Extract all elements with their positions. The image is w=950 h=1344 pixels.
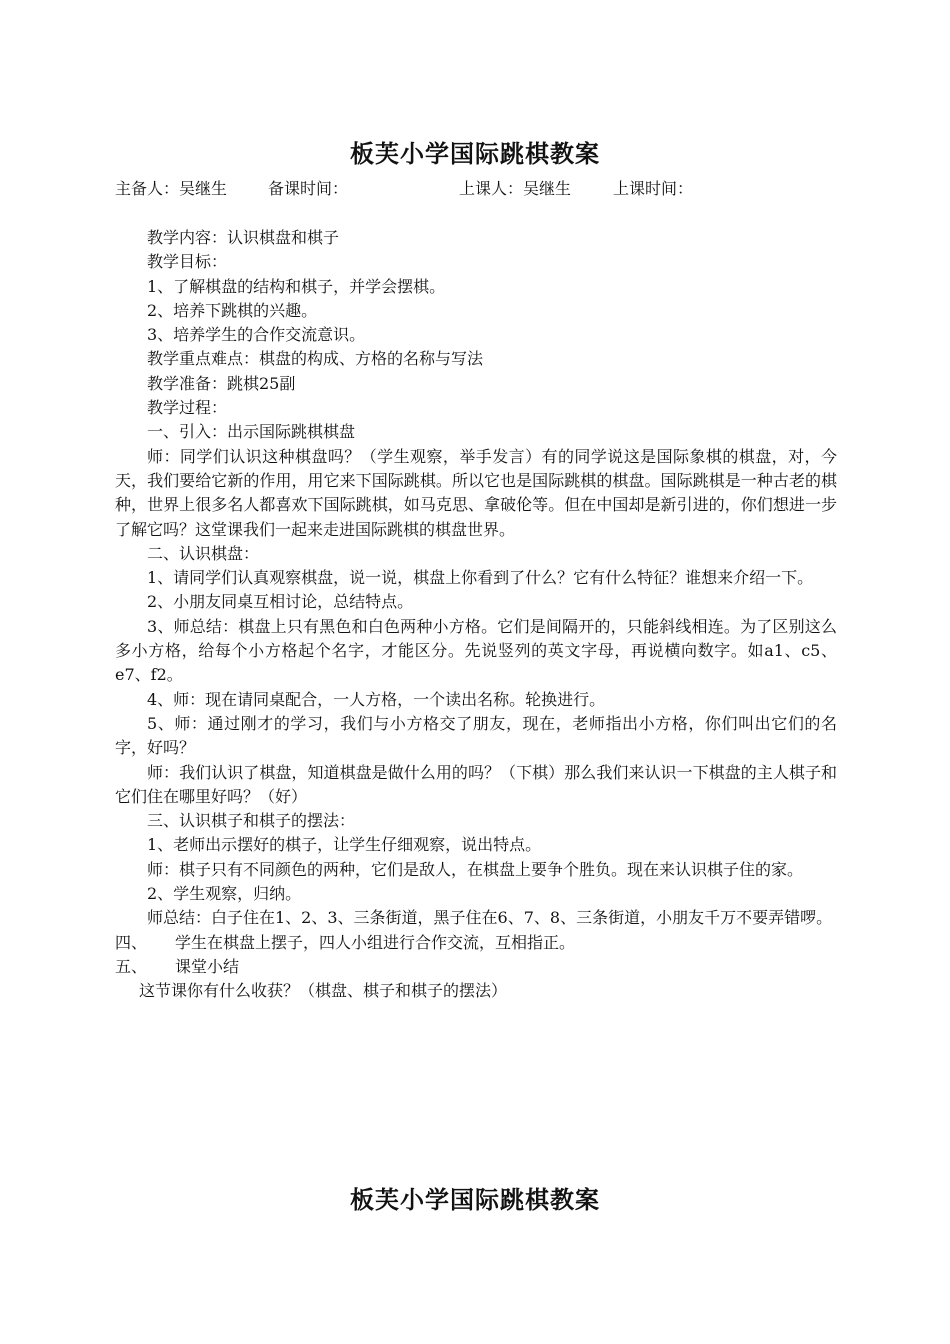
goal-item: 2、培养下跳棋的兴趣。 xyxy=(147,300,318,320)
paragraph: 师：我们认识了棋盘，知道棋盘是做什么用的吗？（下棋）那么我们来认识一下棋盘的主人棋子和它们住在哪里好吗？（好） xyxy=(115,762,837,806)
section-five xyxy=(115,955,837,979)
prep-time-label: 备课时间： xyxy=(268,179,349,198)
section-text: 课堂小结 xyxy=(175,956,240,976)
goal-item: 3、培养学生的合作交流意识。 xyxy=(147,325,366,345)
key-points: 教学重点难点：棋盘的构成、方格的名称与写法 xyxy=(147,349,484,369)
paragraph: 师：同学们认识这种棋盘吗？（学生观察，举手发言）有的同学说这是国际象棋的棋盘，对，今天，我们要给它新的作用，用它来下国际跳棋。所以它也是国际跳棋的棋盘。国际跳棋是一种古老的棋种，世界上很多名人都喜欢下国际跳棋，如马克思、拿破伦等。但在中国却是新引进的，你们想进一步了解它吗？这堂课我们一起来走进国际跳棋的棋盘世界。 xyxy=(115,446,837,539)
section-four xyxy=(115,931,837,955)
teaching-goals-heading: 教学目标： xyxy=(147,252,228,272)
class-time-label: 上课时间： xyxy=(613,179,694,198)
paragraph: 1、老师出示摆好的棋子，让学生仔细观察，说出特点。 xyxy=(147,835,542,855)
paragraph: 2、小朋友同桌互相讨论，总结特点。 xyxy=(147,592,414,612)
summary-question: 这节课你有什么收获？（棋盘、棋子和棋子的摆法） xyxy=(139,981,508,1001)
section-number: 四、 xyxy=(115,932,148,952)
teacher-label: 上课人：吴继生 xyxy=(459,179,572,198)
page-title: 板芙小学国际跳棋教案 xyxy=(350,139,600,168)
section-heading: 一、引入：出示国际跳棋棋盘 xyxy=(147,422,356,442)
section-heading: 三、认识棋子和棋子的摆法： xyxy=(147,811,356,831)
paragraph: 师总结：白子住在1、2、3、三条街道，黑子住在6、7、8、三条街道，小朋友千万不要弄错啰。 xyxy=(147,908,833,928)
section-number: 五、 xyxy=(115,956,148,976)
preparation: 教学准备：跳棋25副 xyxy=(147,373,296,393)
paragraph: 4、师：现在请同桌配合，一人方格，一个读出名称。轮换进行。 xyxy=(147,689,606,709)
lesson-body xyxy=(115,226,837,1004)
section-text: 学生在棋盘上摆子，四人小组进行合作交流，互相指正。 xyxy=(175,932,576,952)
paragraph: 1、请同学们认真观察棋盘，说一说，棋盘上你看到了什么？它有什么特征？谁想来介绍一下。 xyxy=(147,568,814,588)
goal-item: 1、了解棋盘的结构和棋子，并学会摆棋。 xyxy=(147,276,446,296)
paragraph: 师：棋子只有不同颜色的两种，它们是敌人，在棋盘上要争个胜负。现在来认识棋子住的家。 xyxy=(147,859,804,879)
paragraph: 3、师总结：棋盘上只有黑色和白色两种小方格。它们是间隔开的，只能斜线相连。为了区别这么多小方格，给每个小方格起个名字，才能区分。先说竖列的英文字母，再说横向数字。如a1、c5、e7、f2。 xyxy=(115,616,837,685)
preparer-label: 主备人：吴继生 xyxy=(115,179,228,198)
teaching-content: 教学内容：认识棋盘和棋子 xyxy=(147,228,340,247)
paragraph: 2、学生观察，归纳。 xyxy=(147,884,302,904)
lesson-meta xyxy=(115,176,835,200)
paragraph: 5、师：通过刚才的学习，我们与小方格交了朋友，现在，老师指出小方格，你们叫出它们的名字，好吗？ xyxy=(115,713,837,758)
section-heading: 二、认识棋盘： xyxy=(147,543,260,563)
next-page-title: 板芙小学国际跳棋教案 xyxy=(350,1185,600,1214)
process-heading: 教学过程： xyxy=(147,398,228,418)
